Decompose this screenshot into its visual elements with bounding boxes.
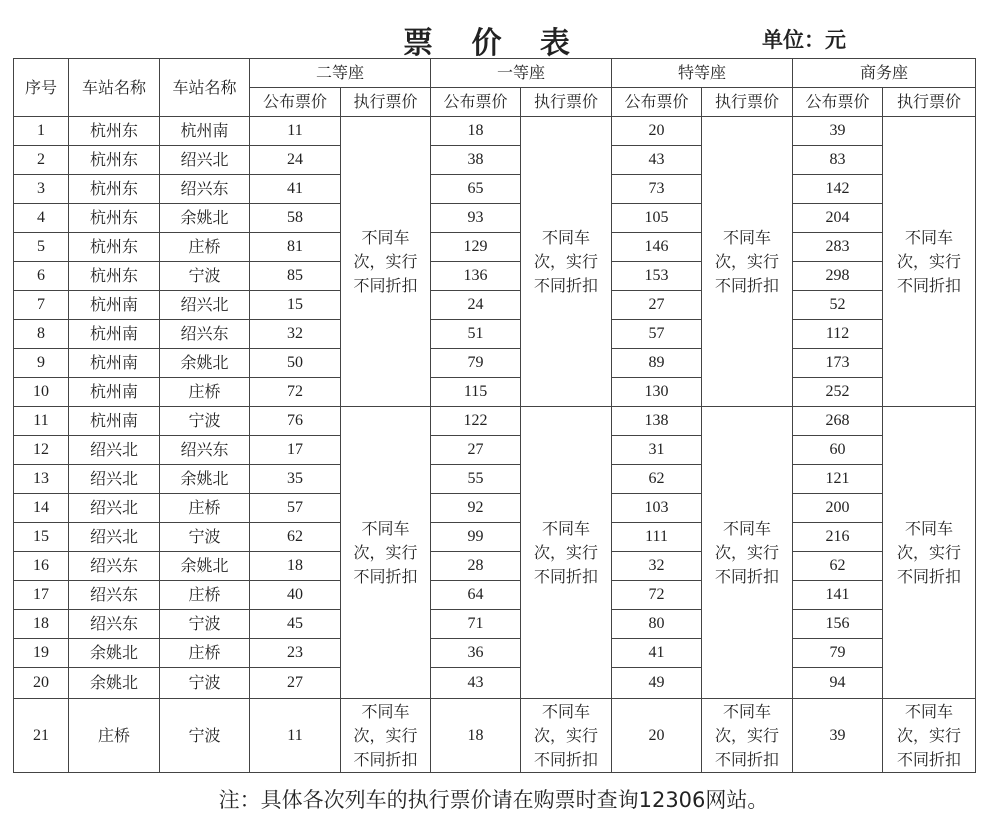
business-published-cell: 60 xyxy=(793,436,883,465)
premium-published-cell: 89 xyxy=(612,349,702,378)
business-published-cell: 252 xyxy=(793,378,883,407)
business-published-cell: 52 xyxy=(793,291,883,320)
seq-cell: 11 xyxy=(14,407,69,436)
premium-published-cell: 27 xyxy=(612,291,702,320)
seq-cell: 13 xyxy=(14,465,69,494)
second-published-cell: 57 xyxy=(250,494,341,523)
first-published-cell: 18 xyxy=(431,699,521,773)
first-published-cell: 18 xyxy=(431,117,521,146)
business-published-cell: 173 xyxy=(793,349,883,378)
premium-executed-note: 不同车 次，实行 不同折扣 xyxy=(702,407,793,699)
seq-cell: 2 xyxy=(14,146,69,175)
second-published-cell: 72 xyxy=(250,378,341,407)
first-published-cell: 71 xyxy=(431,610,521,639)
second-published-cell: 23 xyxy=(250,639,341,668)
from-station-cell: 杭州南 xyxy=(69,320,160,349)
from-station-cell: 杭州东 xyxy=(69,204,160,233)
table-row xyxy=(14,639,976,668)
header-published: 公布票价 xyxy=(250,88,341,117)
second-published-cell: 27 xyxy=(250,668,341,699)
premium-published-cell: 72 xyxy=(612,581,702,610)
premium-published-cell: 20 xyxy=(612,117,702,146)
table-row xyxy=(14,699,976,773)
header-executed: 执行票价 xyxy=(883,88,976,117)
from-station-cell: 庄桥 xyxy=(69,699,160,773)
seq-cell: 6 xyxy=(14,262,69,291)
premium-executed-note: 不同车 次，实行 不同折扣 xyxy=(702,117,793,407)
seq-cell: 9 xyxy=(14,349,69,378)
first-published-cell: 79 xyxy=(431,349,521,378)
premium-published-cell: 130 xyxy=(612,378,702,407)
to-station-cell: 庄桥 xyxy=(160,378,250,407)
seq-cell: 4 xyxy=(14,204,69,233)
footnote: 注：具体各次列车的执行票价请在购票时查询12306网站。 xyxy=(218,788,769,812)
seq-cell: 7 xyxy=(14,291,69,320)
business-published-cell: 142 xyxy=(793,175,883,204)
first-published-cell: 24 xyxy=(431,291,521,320)
to-station-cell: 余姚北 xyxy=(160,465,250,494)
from-station-cell: 杭州东 xyxy=(69,262,160,291)
from-station-cell: 绍兴东 xyxy=(69,552,160,581)
premium-published-cell: 49 xyxy=(612,668,702,699)
seq-cell: 5 xyxy=(14,233,69,262)
from-station-cell: 杭州东 xyxy=(69,117,160,146)
business-published-cell: 268 xyxy=(793,407,883,436)
from-station-cell: 杭州东 xyxy=(69,146,160,175)
second-published-cell: 18 xyxy=(250,552,341,581)
to-station-cell: 绍兴北 xyxy=(160,291,250,320)
from-station-cell: 绍兴东 xyxy=(69,610,160,639)
to-station-cell: 杭州南 xyxy=(160,117,250,146)
from-station-cell: 绍兴北 xyxy=(69,436,160,465)
seq-cell: 3 xyxy=(14,175,69,204)
table-row xyxy=(14,436,976,465)
second-published-cell: 40 xyxy=(250,581,341,610)
second-executed-note: 不同车 次，实行 不同折扣 xyxy=(341,407,431,699)
page-title: 票 价 表 xyxy=(403,26,584,61)
first-published-cell: 122 xyxy=(431,407,521,436)
first-published-cell: 115 xyxy=(431,378,521,407)
second-published-cell: 35 xyxy=(250,465,341,494)
seq-cell: 10 xyxy=(14,378,69,407)
second-published-cell: 32 xyxy=(250,320,341,349)
to-station-cell: 庄桥 xyxy=(160,494,250,523)
first-executed-note: 不同车 次，实行 不同折扣 xyxy=(521,699,612,773)
premium-published-cell: 105 xyxy=(612,204,702,233)
header-station-from: 车站名称 xyxy=(69,59,160,117)
table-row xyxy=(14,204,976,233)
to-station-cell: 宁波 xyxy=(160,523,250,552)
business-executed-note: 不同车 次，实行 不同折扣 xyxy=(883,407,976,699)
seq-cell: 18 xyxy=(14,610,69,639)
table-row xyxy=(14,146,976,175)
premium-published-cell: 146 xyxy=(612,233,702,262)
second-published-cell: 81 xyxy=(250,233,341,262)
seq-cell: 12 xyxy=(14,436,69,465)
to-station-cell: 余姚北 xyxy=(160,552,250,581)
premium-published-cell: 32 xyxy=(612,552,702,581)
first-published-cell: 51 xyxy=(431,320,521,349)
premium-published-cell: 62 xyxy=(612,465,702,494)
header-premium-class: 特等座 xyxy=(612,59,793,88)
to-station-cell: 宁波 xyxy=(160,668,250,699)
business-published-cell: 79 xyxy=(793,639,883,668)
header-published: 公布票价 xyxy=(793,88,883,117)
business-published-cell: 62 xyxy=(793,552,883,581)
from-station-cell: 杭州南 xyxy=(69,378,160,407)
fare-table-body xyxy=(14,117,976,773)
table-row xyxy=(14,610,976,639)
second-published-cell: 41 xyxy=(250,175,341,204)
header-business-class: 商务座 xyxy=(793,59,976,88)
table-row xyxy=(14,494,976,523)
from-station-cell: 杭州南 xyxy=(69,407,160,436)
first-published-cell: 92 xyxy=(431,494,521,523)
second-published-cell: 45 xyxy=(250,610,341,639)
from-station-cell: 杭州南 xyxy=(69,349,160,378)
second-published-cell: 11 xyxy=(250,117,341,146)
premium-published-cell: 57 xyxy=(612,320,702,349)
to-station-cell: 绍兴东 xyxy=(160,320,250,349)
from-station-cell: 杭州东 xyxy=(69,175,160,204)
fare-table xyxy=(13,58,976,773)
table-row xyxy=(14,407,976,436)
premium-published-cell: 31 xyxy=(612,436,702,465)
business-published-cell: 156 xyxy=(793,610,883,639)
to-station-cell: 庄桥 xyxy=(160,639,250,668)
first-published-cell: 93 xyxy=(431,204,521,233)
header-published: 公布票价 xyxy=(612,88,702,117)
second-published-cell: 85 xyxy=(250,262,341,291)
business-published-cell: 39 xyxy=(793,699,883,773)
header-executed: 执行票价 xyxy=(521,88,612,117)
header-second-class: 二等座 xyxy=(250,59,431,88)
premium-published-cell: 80 xyxy=(612,610,702,639)
premium-published-cell: 111 xyxy=(612,523,702,552)
first-published-cell: 99 xyxy=(431,523,521,552)
from-station-cell: 余姚北 xyxy=(69,639,160,668)
header-executed: 执行票价 xyxy=(702,88,793,117)
seq-cell: 20 xyxy=(14,668,69,699)
business-published-cell: 94 xyxy=(793,668,883,699)
first-published-cell: 38 xyxy=(431,146,521,175)
to-station-cell: 庄桥 xyxy=(160,581,250,610)
table-row xyxy=(14,668,976,699)
premium-published-cell: 43 xyxy=(612,146,702,175)
second-published-cell: 62 xyxy=(250,523,341,552)
to-station-cell: 宁波 xyxy=(160,407,250,436)
table-row xyxy=(14,552,976,581)
business-published-cell: 216 xyxy=(793,523,883,552)
first-published-cell: 65 xyxy=(431,175,521,204)
to-station-cell: 宁波 xyxy=(160,262,250,291)
table-row xyxy=(14,262,976,291)
premium-executed-note: 不同车 次，实行 不同折扣 xyxy=(702,699,793,773)
business-published-cell: 204 xyxy=(793,204,883,233)
header-executed: 执行票价 xyxy=(341,88,431,117)
business-published-cell: 200 xyxy=(793,494,883,523)
from-station-cell: 杭州南 xyxy=(69,291,160,320)
business-published-cell: 112 xyxy=(793,320,883,349)
seq-cell: 21 xyxy=(14,699,69,773)
business-published-cell: 283 xyxy=(793,233,883,262)
table-row xyxy=(14,378,976,407)
table-row xyxy=(14,465,976,494)
from-station-cell: 余姚北 xyxy=(69,668,160,699)
table-row xyxy=(14,349,976,378)
business-published-cell: 39 xyxy=(793,117,883,146)
first-published-cell: 43 xyxy=(431,668,521,699)
table-row xyxy=(14,233,976,262)
to-station-cell: 余姚北 xyxy=(160,204,250,233)
second-executed-note: 不同车 次，实行 不同折扣 xyxy=(341,117,431,407)
first-published-cell: 129 xyxy=(431,233,521,262)
to-station-cell: 绍兴东 xyxy=(160,175,250,204)
unit-label: 单位：元 xyxy=(762,27,846,52)
table-row xyxy=(14,320,976,349)
premium-published-cell: 20 xyxy=(612,699,702,773)
from-station-cell: 杭州东 xyxy=(69,233,160,262)
premium-published-cell: 153 xyxy=(612,262,702,291)
seq-cell: 1 xyxy=(14,117,69,146)
table-row xyxy=(14,175,976,204)
premium-published-cell: 103 xyxy=(612,494,702,523)
first-executed-note: 不同车 次，实行 不同折扣 xyxy=(521,407,612,699)
first-published-cell: 55 xyxy=(431,465,521,494)
business-executed-note: 不同车 次，实行 不同折扣 xyxy=(883,117,976,407)
second-published-cell: 50 xyxy=(250,349,341,378)
from-station-cell: 绍兴北 xyxy=(69,523,160,552)
to-station-cell: 绍兴北 xyxy=(160,146,250,175)
from-station-cell: 绍兴北 xyxy=(69,494,160,523)
first-published-cell: 136 xyxy=(431,262,521,291)
first-executed-note: 不同车 次，实行 不同折扣 xyxy=(521,117,612,407)
business-published-cell: 83 xyxy=(793,146,883,175)
second-executed-note: 不同车 次，实行 不同折扣 xyxy=(341,699,431,773)
first-published-cell: 28 xyxy=(431,552,521,581)
seq-cell: 17 xyxy=(14,581,69,610)
second-published-cell: 17 xyxy=(250,436,341,465)
seq-cell: 14 xyxy=(14,494,69,523)
premium-published-cell: 73 xyxy=(612,175,702,204)
first-published-cell: 64 xyxy=(431,581,521,610)
header-first-class: 一等座 xyxy=(431,59,612,88)
to-station-cell: 余姚北 xyxy=(160,349,250,378)
seq-cell: 15 xyxy=(14,523,69,552)
premium-published-cell: 138 xyxy=(612,407,702,436)
to-station-cell: 宁波 xyxy=(160,610,250,639)
seq-cell: 8 xyxy=(14,320,69,349)
table-row xyxy=(14,523,976,552)
from-station-cell: 绍兴北 xyxy=(69,465,160,494)
header-published: 公布票价 xyxy=(431,88,521,117)
second-published-cell: 24 xyxy=(250,146,341,175)
header-station-to: 车站名称 xyxy=(160,59,250,117)
second-published-cell: 15 xyxy=(250,291,341,320)
first-published-cell: 36 xyxy=(431,639,521,668)
business-published-cell: 298 xyxy=(793,262,883,291)
second-published-cell: 58 xyxy=(250,204,341,233)
table-row xyxy=(14,581,976,610)
from-station-cell: 绍兴东 xyxy=(69,581,160,610)
header-seq: 序号 xyxy=(14,59,69,117)
business-executed-note: 不同车 次，实行 不同折扣 xyxy=(883,699,976,773)
seq-cell: 19 xyxy=(14,639,69,668)
premium-published-cell: 41 xyxy=(612,639,702,668)
table-row xyxy=(14,291,976,320)
seq-cell: 16 xyxy=(14,552,69,581)
to-station-cell: 庄桥 xyxy=(160,233,250,262)
business-published-cell: 121 xyxy=(793,465,883,494)
to-station-cell: 绍兴东 xyxy=(160,436,250,465)
business-published-cell: 141 xyxy=(793,581,883,610)
first-published-cell: 27 xyxy=(431,436,521,465)
second-published-cell: 76 xyxy=(250,407,341,436)
table-row xyxy=(14,117,976,146)
second-published-cell: 11 xyxy=(250,699,341,773)
to-station-cell: 宁波 xyxy=(160,699,250,773)
